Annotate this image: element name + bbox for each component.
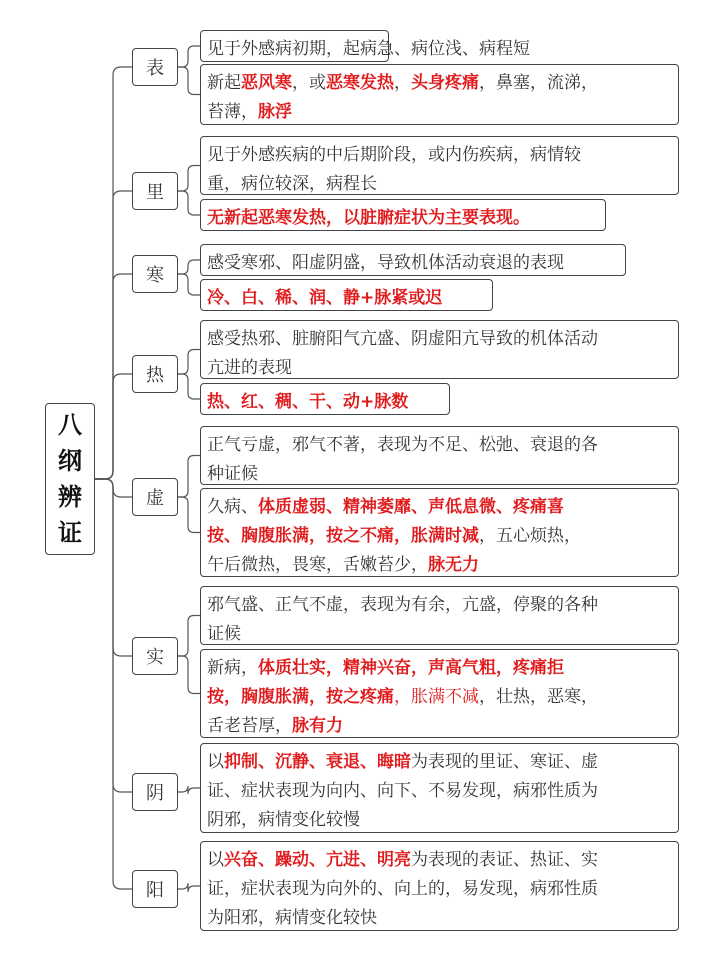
category-to-detail-link [178,883,200,892]
key-term: 无新起恶寒发热，以脏腑症状为主要表现。 [207,208,530,228]
category-node[interactable]: 阳 [132,870,178,908]
detail-box[interactable] [200,488,679,577]
detail-box[interactable] [200,64,679,125]
detail-text: 为表现的表证、热证、实 [411,850,598,870]
root-to-category-link [95,479,132,889]
detail-text: 证、症状表现为向内、向下、不易发现，病邪性质为 [207,781,598,801]
detail-box[interactable] [200,320,679,379]
category-to-detail-link [178,656,200,694]
root-node[interactable] [45,403,95,555]
detail-text: ，或 [292,73,326,93]
detail-text: ，壮热，恶寒， [479,687,598,707]
detail-line [207,620,672,649]
category-to-detail-link [178,374,200,399]
key-term: 热、红、稠、干、动+脉数 [207,392,409,412]
detail-box[interactable] [200,649,679,738]
detail-text: 午后微热，畏寒，舌嫩苔少， [207,555,428,575]
detail-line [207,712,672,741]
detail-line [207,35,530,64]
detail-text: 感受寒邪、阳虚阴盛，导致机体活动衰退的表现 [207,253,564,273]
detail-text: 新病， [207,658,258,678]
detail-text: 为表现的里证、寒证、虚 [411,752,598,772]
category-to-detail-link [178,274,200,295]
detail-line [207,284,486,313]
detail-text: 见于外感病初期，起病急、病位浅、病程短 [207,39,530,59]
detail-box[interactable] [200,383,450,415]
detail-line [207,522,672,551]
key-term: 体质壮实，精神兴奋，声高气粗，疼痛拒 [258,658,564,678]
detail-text: 感受热邪、脏腑阳气亢盛、阴虚阳亢导致的机体活动 [207,329,598,349]
category-to-detail-link [178,166,200,192]
detail-text: 种证候 [207,464,258,484]
detail-line [207,493,672,522]
detail-box[interactable] [200,30,530,62]
category-to-detail-link [178,616,200,657]
detail-box[interactable] [200,841,679,931]
detail-line [207,846,672,875]
category-to-detail-link [178,497,200,533]
detail-box[interactable] [200,279,493,311]
detail-text: 见于外感疾病的中后期阶段，或内伤疾病，病情较 [207,145,581,165]
key-term: 兴奋、躁动、亢进、明亮 [224,850,411,870]
key-term: 头身疼痛 [411,73,479,93]
detail-text: ，五心烦热， [479,526,581,546]
detail-line [207,777,672,806]
detail-text: 证，症状表现为向外的、向上的，易发现，病邪性质 [207,879,598,899]
key-term: 恶寒发热 [326,73,394,93]
key-term: 恶风寒 [241,73,292,93]
detail-line [207,98,672,127]
root-to-category-link [95,374,132,479]
detail-text: ，鼻塞，流涕， [479,73,598,93]
category-node[interactable]: 里 [132,172,178,210]
root-char: 证 [58,519,82,547]
key-term: ，胀满不减 [394,687,479,707]
detail-line [207,388,443,417]
detail-line [207,431,672,460]
key-term: 脉有力 [292,716,343,736]
category-to-detail-link [178,456,200,498]
detail-line [207,875,672,904]
category-to-detail-link [178,67,200,95]
key-term: 按、胸腹胀满，按之不痛，胀满时减 [207,526,479,546]
detail-line [207,204,599,233]
detail-text: 重，病位较深，病程长 [207,174,377,194]
detail-line [207,904,672,933]
category-to-detail-link [178,786,200,794]
category-to-detail-link [178,46,200,67]
detail-text: 以 [207,752,224,772]
detail-line [207,748,672,777]
detail-line [207,354,672,383]
detail-line [207,325,672,354]
detail-line [207,170,672,199]
root-char: 八 [58,411,82,439]
detail-text: 以 [207,850,224,870]
root-char: 辨 [58,483,82,511]
key-term: 脉无力 [428,555,479,575]
detail-box[interactable] [200,136,679,195]
category-node[interactable]: 热 [132,355,178,393]
key-term: 按，胸腹胀满，按之疼痛 [207,687,394,707]
detail-line [207,591,672,620]
key-term: 脉浮 [258,102,292,122]
detail-box[interactable] [200,586,679,645]
detail-text: ， [394,73,411,93]
detail-line [207,806,672,835]
category-node[interactable]: 寒 [132,255,178,293]
category-to-detail-link [178,350,200,375]
detail-text: 邪气盛、正气不虚，表现为有余，亢盛，停聚的各种 [207,595,598,615]
detail-box[interactable] [200,743,679,833]
key-term: 抑制、沉静、衰退、晦暗 [224,752,411,772]
detail-line [207,69,672,98]
detail-line [207,141,672,170]
category-node[interactable]: 阴 [132,773,178,811]
category-node[interactable]: 表 [132,48,178,86]
detail-text: 舌老苔厚， [207,716,292,736]
detail-text: 新起 [207,73,241,93]
category-node[interactable]: 虚 [132,478,178,516]
detail-line [207,683,672,712]
key-term: 冷、白、稀、润、静+脉紧或迟 [207,288,443,308]
category-to-detail-link [178,191,200,215]
detail-text: 正气亏虚，邪气不著，表现为不足、松弛、衰退的各 [207,435,598,455]
category-to-detail-link [178,260,200,274]
detail-text: 证候 [207,624,241,644]
detail-text: 阴邪，病情变化较慢 [207,810,360,830]
detail-text: 亢进的表现 [207,358,292,378]
detail-text: 为阳邪，病情变化较快 [207,908,377,928]
detail-line [207,654,672,683]
detail-text: 久病、 [207,497,258,517]
category-node[interactable]: 实 [132,637,178,675]
detail-text: 苔薄， [207,102,258,122]
detail-box[interactable] [200,244,626,276]
detail-box[interactable] [200,426,679,485]
root-char: 纲 [58,447,82,475]
detail-line [207,551,672,580]
key-term: 体质虚弱、精神萎靡、声低息微、疼痛喜 [258,497,564,517]
detail-line [207,249,619,278]
detail-line [207,460,672,489]
detail-box[interactable] [200,199,606,231]
